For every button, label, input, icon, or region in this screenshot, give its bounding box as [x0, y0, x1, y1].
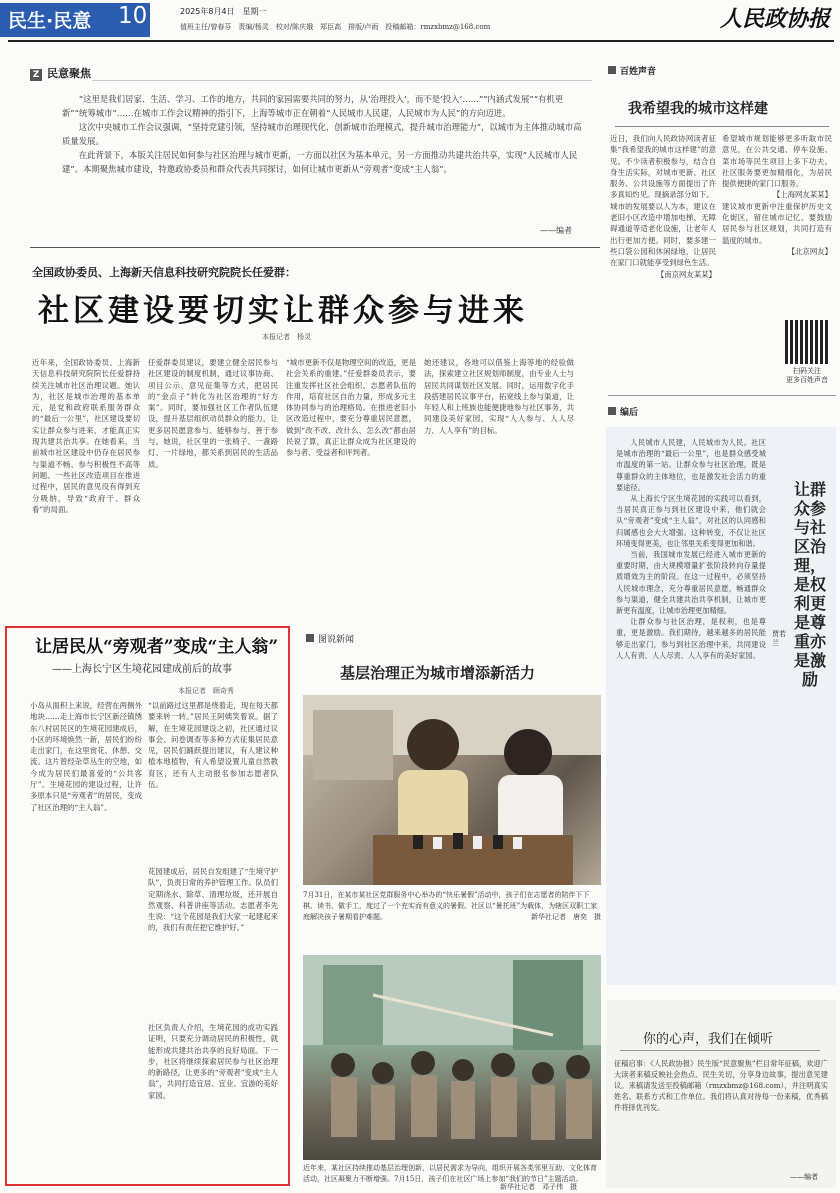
submission-note: 征稿启事：《人民政协报》民生版“民意聚焦”栏目常年征稿，欢迎广大读者来稿反映社会热点、民生关切，分享身边故事，提出意见建议。来稿请发送至投稿邮箱（rmzxbmz@168.com），并注明真实姓名、联系方式和工作单位。我们将认真对待每一份来稿，优秀稿件将择优刊发。 — [614, 1059, 828, 1112]
article-kicker: 全国政协委员、上海新天信息科技研究院院长任爱群： — [32, 266, 296, 279]
editorial-paragraph: 人民城市人民建，人民城市为人民。社区是城市治理的“最后一公里”，也是群众感受城市温度的第一站。让群众参与社区治理，既是尊重群众的主体地位，也是激发社会活力的重要途径。 — [616, 438, 766, 492]
staff-line: 值班主任/曾春芬 责编/杨灵 校对/陈庆娥 郑臣高 排版/卢雨 投稿邮箱：rmzxbmz@168.com — [180, 23, 491, 31]
square-icon — [608, 66, 616, 74]
qr-caption: 扫码关注 更多百姓声音 — [786, 367, 828, 384]
photo-credit: 新华社记者 唐奕 摄 — [531, 913, 601, 921]
photo-section-tag — [306, 632, 354, 645]
boxed-article-subtitle: ——上海长宁区生境花园建成前后的故事 — [52, 664, 232, 675]
boxed-article-column: 社区负责人介绍，生境花园的成功实践证明，只要充分调动居民的积极性，就能形成共建共治共享的良好局面。下一步，社区将继续探索居民参与社区治理的新路径，让更多的“旁观者”变成“主人翁”，共同打造宜居、宜业、宜游的美好家园。 — [148, 1023, 278, 1100]
boxed-article-byline: 本报记者 顾奇秀 — [178, 687, 234, 695]
right-section-tag — [608, 64, 656, 77]
page-header — [0, 0, 840, 40]
title-rule — [620, 1050, 820, 1051]
article-column: 她还建议，各地可以借鉴上海等地的经验做法，探索建立社区规划师制度，由专业人士与居民共同谋划社区发展。同时，运用数字化手段搭建居民议事平台，拓宽线上参与渠道，让年轻人和上班族也能便捷地参与社区事务，共同建设美好家园，实现“人人参与、人人尽力、人人享有”的目标。 — [424, 358, 574, 435]
article-byline: 本报记者 杨灵 — [262, 333, 311, 341]
editorial-body — [616, 437, 766, 977]
section-tag-icon: Z — [30, 69, 42, 81]
section-tag-label: 民意聚焦 — [47, 67, 91, 80]
opinion-author: 【南京网友某某】 — [656, 269, 716, 279]
editorial-paragraph: 让群众参与社区治理，是权利，也是尊重，更是激励。我们期待，越来越多的居民能够走出家门，参与到社区治理中来，共同建设人人有责、人人尽责、人人享有的美好家园。 — [616, 617, 766, 660]
photo-event-illustration — [303, 955, 601, 1160]
qr-code-icon[interactable] — [785, 320, 829, 364]
opinion-text: 希望城市规划能够更多听取市民意见，在公共交通、停车设施、菜市场等民生项目上多下功夫。社区服务要更加精细化，为居民提供便捷的家门口服务。 — [722, 134, 832, 189]
article-column: “城市更新不仅是物理空间的改造，更是社会关系的重建。”任爱群委员表示，要注重发挥社区社会组织、志愿者队伍的作用，培育社区自治力量，形成多元主体协同参与的治理格局。在推进老旧小区改造过程中，要充分尊重居民意愿，做到“改不改、改什么、怎么改”都由居民说了算，真正让群众成为社区建设的参与者、受益者和评判者。 — [286, 358, 416, 458]
tag-rule — [92, 80, 592, 81]
opinion-column — [722, 133, 832, 313]
submission-title: 你的心声，我们在倾听 — [643, 1032, 774, 1047]
header-rule — [8, 40, 834, 42]
intro-paragraph: 这次中央城市工作会议强调，“坚持党建引领，坚持城市治理现代化，创新城市治理模式，提升城市治理能力”，以城市为主体推动城市高质量发展。 — [62, 122, 582, 146]
news-photo-community-event — [303, 955, 601, 1160]
opinion-author: 【北京网友】 — [787, 246, 832, 256]
opinion-author: 【上海网友某某】 — [772, 190, 832, 200]
right-section-tag — [608, 405, 638, 418]
intro-paragraph: 在此背景下，本版关注居民如何参与社区治理与城市更新，一方面以社区为基本单元，另一方面推动共建共治共享，实现“人民城市人民建”。本期聚焦城市建设，特邀政协委员和群众代表共同探讨，如何让城市更新从“旁观者”变成“主人翁”。 — [62, 150, 578, 174]
masthead-logo: 人民政协报 — [720, 6, 831, 32]
photo-caption — [303, 890, 601, 923]
opinion-text: 城市的发展要以人为本，建议在老旧小区改造中增加电梯、无障碍通道等适老化设施，让老年人出行更加方便。同时，要多建一些口袋公园和休闲绿地，让居民在家门口就能享受到绿色生活。 — [610, 201, 716, 268]
boxed-article-column: “以前路过这里都是绕着走，现在每天都要来转一转。”居民王阿姨笑着说。据了解，在生境花园建设之初，社区通过议事会、问卷调查等多种方式征集居民意见，居民们踊跃提出建议，有人建议种植本地植物，有人希望设置儿童自然教育区，还有人主动报名参加志愿者队伍。 — [148, 701, 278, 790]
title-rule — [615, 126, 829, 127]
news-photo-children-chess — [303, 695, 601, 885]
boxed-article-title: 让居民从“旁观者”变成“主人翁” — [35, 637, 279, 657]
right-section-tag-label: 百姓声音 — [620, 67, 657, 77]
opinion-title: 我希望我的城市这样建 — [628, 101, 768, 117]
photo-caption-text: 7月31日，在某市某社区党群服务中心举办的“快乐暑假”活动中，孩子们在志愿者的陪伴下下棋、读书、做手工，度过了一个充实而有意义的暑假。社区以“暑托班”为载体，为辖区双职工家庭解决孩子暑期看护难题。 — [303, 891, 598, 921]
boxed-article-column: 小岛从面积上来说，经营在两侧外地块……走上海市长宁区新泾镇绣东八村居民区的生境花园建成后，小区的环境焕然一新，居民们纷纷走出家门，在这里赏花、休憩、交流。这片曾经杂草丛生的空地，如今成为居民们最喜爱的“公共客厅”。生境花园的建设过程，让许多原本只是“旁观者”的居民，变成了社区治理的“主人翁”。 — [30, 701, 142, 812]
right-section-tag-label: 编后 — [620, 408, 639, 418]
intro-paragraph: “这里是我们居家、生活、学习、工作的地方，共同的家园需要共同的努力，从‘治理投入’，而不是‘投入’……”“内涵式发展”“有机更新”“统筹城市”……在城市工作会议精神的指引下，上海等城市正在朝着“人民城市人民建，人民城市为人民”的方向迈进。 — [62, 94, 564, 118]
editorial-author: 贾若兰 — [772, 630, 786, 647]
section-name: 民生·民意 — [8, 10, 92, 32]
opinion-text: 建议城市更新中注重保护历史文化街区，留住城市记忆。要鼓励居民参与社区规划，共同打造有温度的城市。 — [722, 201, 832, 245]
editorial-paragraph: 当前，我国城市发展已经进入城市更新的重要时期，由大规模增量扩张阶段转向存量提质增效为主的阶段。在这一过程中，必须坚持人民城市理念，充分尊重居民意愿，畅通群众参与渠道，健全共建共治共享机制，让城市更新更有温度，让城市治理更加精细。 — [616, 550, 766, 616]
photo-credit: 新华社记者 邓子伟 摄 — [500, 1183, 577, 1191]
editorial-vertical-title: 让群众参与社区治理，是权利更是尊重亦是激励 — [793, 480, 826, 689]
section-tag — [30, 65, 91, 81]
square-icon — [306, 634, 314, 642]
divider — [608, 395, 836, 396]
photo-children-illustration — [303, 695, 601, 885]
opinion-text: 近日，我们向人民政协网读者征集“我希望我的城市这样建”的意见。不少读者积极参与，结合自身生活实际，对城市更新、社区服务、公共设施等方面提出了许多真知灼见。现摘录部分如下。 — [610, 134, 716, 200]
photo-section-title: 基层治理正为城市增添新活力 — [340, 664, 536, 682]
editor-intro — [62, 92, 588, 176]
submission-signature: ——编者 — [790, 1173, 818, 1181]
date-line: 2025年8月4日 星期一 — [180, 7, 267, 16]
editorial-paragraph: 从上海长宁区生境花园的实践可以看到，当居民真正参与到社区建设中来，他们就会从“旁观者”变成“主人翁”，对社区的认同感和归属感也会大大增强。这种转变，不仅让社区环境变得更美，也让邻里关系变得更加和谐。 — [616, 494, 766, 548]
divider — [30, 247, 600, 248]
article-column: 任爱群委员建议，要建立健全居民参与社区建设的制度机制，通过议事协商、项目公示、意见征集等方式，把居民的“金点子”转化为社区治理的“好方案”。同时，要加强社区工作者队伍建设，提升基层组织动员群众的能力，让更多居民愿意参与、能够参与、善于参与。她说，社区里的一张椅子、一盏路灯、一片绿地，都关系到居民的生活品质。 — [148, 358, 278, 469]
photo-caption-text: 近年来，某社区持续推动基层治理创新，以居民需求为导向，组织开展各类邻里互助、文化体育活动，社区凝聚力不断增强。7月15日，孩子们在社区广场上参加“我们的节日”主题活动。 — [303, 1164, 597, 1183]
page-number: 10 — [118, 3, 148, 29]
article-headline: 社区建设要切实让群众参与进来 — [38, 293, 528, 329]
photo-section-tag-label: 图说新闻 — [318, 635, 355, 645]
article-column: 近年来，全国政协委员、上海新天信息科技研究院院长任爱群持续关注城市社区治理议题。她认为，社区是城市治理的基本单元，是党和政府联系服务群众的“最后一公里”，社区建设要切实让群众参与进来，才能真正实现共建共治共享。在她看来，当前城市社区建设中仍存在居民参与渠道不畅、参与积极性不高等问题。一些社区改造项目在推进过程中，居民的意见没有得到充分吸纳，导致“政府干、群众看”的局面。 — [32, 358, 140, 514]
square-icon — [608, 407, 616, 415]
boxed-article-column: 花园建成后，居民自发组建了“生境守护队”，负责日常的养护管理工作。队员们定期浇水、除草、清理垃圾，还开展自然观察、科普讲座等活动。志愿者李先生说：“这个花园是我们大家一起建起来的，我们有责任把它维护好。” — [148, 867, 278, 933]
opinion-column — [610, 133, 716, 383]
intro-signature: ——编者 — [540, 226, 572, 235]
